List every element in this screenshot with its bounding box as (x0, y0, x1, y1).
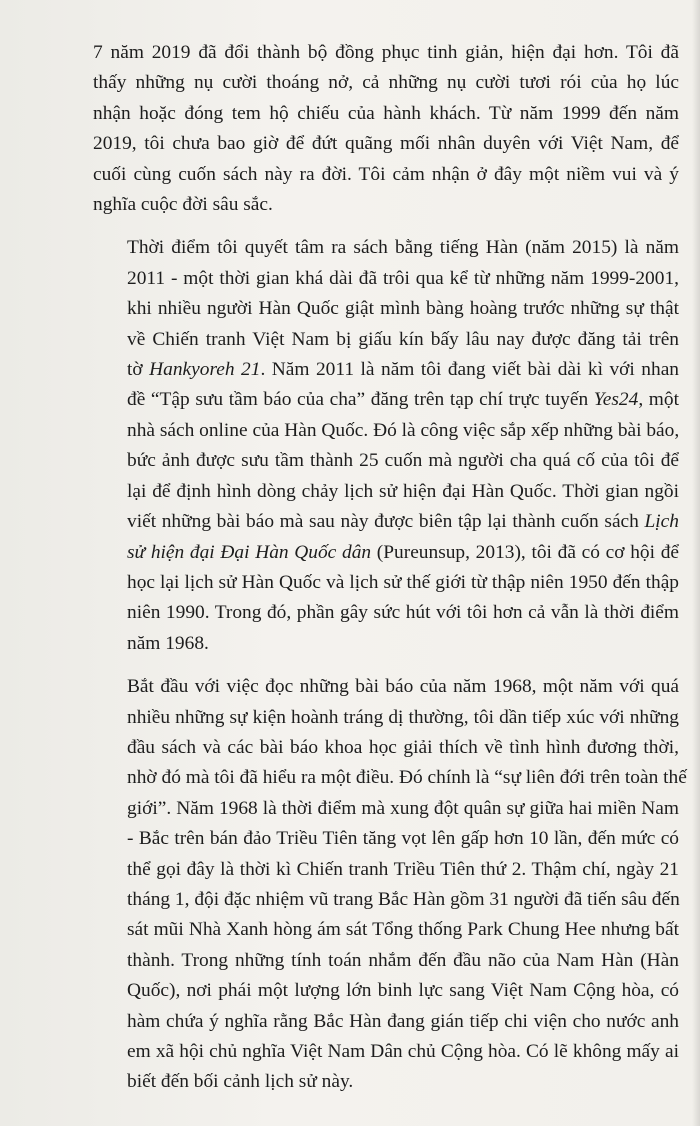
text-line (93, 763, 687, 793)
text-run: đề “Tập sưu tầm báo của cha” đăng trên tạp chí trực tuyến (127, 389, 594, 411)
text-run: nhà sách online của Hàn Quốc. Đó là công việc sắp xếp những bài báo, (127, 419, 680, 441)
text-run: năm 1968. (127, 632, 209, 654)
text-run: biết đến bối cảnh lịch sử này. (127, 1071, 354, 1093)
text-line (93, 733, 679, 763)
text-line (93, 507, 679, 537)
text-line (93, 538, 679, 568)
text-line (93, 794, 679, 824)
text-run: . Năm 2011 là năm tôi đang viết bài dài kì với nhan (260, 359, 679, 381)
text-line (93, 1037, 679, 1067)
text-run: thấy những nụ cười thoáng nở, cả những nụ cười tươi rói của họ lúc (93, 72, 679, 94)
text-line (93, 233, 679, 263)
text-run: bức ảnh được sưu tầm thành 25 cuốn mà người cha quá cố của tôi để (127, 450, 679, 472)
text-run: thành. Trong những tính toán nhắm đến đầu não của Nam Hàn (Hàn (127, 949, 679, 971)
text-run: về Chiến tranh Việt Nam bị giấu kín bấy lâu nay được đăng tải trên (127, 328, 679, 350)
text-run: nhờ đó mà tôi đã hiểu ra một điều. Đó chính là “sự liên đới trên toàn thế (127, 767, 687, 789)
text-run: Bắt đầu với việc đọc những bài báo của năm 1968, một năm với quá (127, 676, 679, 698)
text-line (93, 129, 679, 159)
text-run: 2011 - một thời gian khá dài đã trôi qua kể từ những năm 1999-2001, (127, 267, 679, 289)
text-run: hàm chứa ý nghĩa rằng Bắc Hàn đang gián tiếp chi viện cho nước anh (127, 1010, 679, 1032)
text-line (93, 824, 679, 854)
text-run: , một (638, 389, 679, 411)
text-line (93, 885, 679, 915)
text-line (93, 160, 679, 190)
body-text (93, 38, 687, 1098)
page-edge-shadow (692, 0, 700, 1126)
italic-title: Lịch (644, 511, 679, 533)
text-run: 2019, tôi chưa bao giờ để đứt quãng mối nhân duyên với Việt Nam, để (93, 133, 679, 155)
text-run: nhiều những sự kiện hoành tráng dị thường, tôi dần tiếp xúc với những (127, 706, 679, 728)
text-run: cuối cùng cuốn sách này ra đời. Tôi cảm nhận ở đây một niềm vui và ý (93, 163, 679, 185)
text-line (93, 915, 679, 945)
text-line (93, 1007, 679, 1037)
text-run: em xã hội chủ nghĩa Việt Nam Dân chủ Cộng hòa. Có lẽ không mấy ai (127, 1041, 679, 1062)
italic-title: Yes24 (593, 389, 639, 411)
text-run: lại để định hình dòng chảy lịch sử hiện đại Hàn Quốc. Thời gian ngồi (127, 480, 679, 502)
text-run: sát mũi Nhà Xanh hòng ám sát Tổng thống Park Chung Hee nhưng bất (127, 919, 679, 941)
text-run: nghĩa cuộc đời sâu sắc. (93, 194, 273, 216)
text-line (93, 294, 679, 324)
text-line (93, 416, 679, 446)
text-line (93, 703, 679, 733)
text-line (93, 855, 679, 885)
text-run: thể gọi đây là thời kì Chiến tranh Triều Tiên thứ 2. Thậm chí, ngày 21 (127, 858, 679, 880)
text-line (93, 68, 679, 98)
text-line (93, 976, 679, 1006)
italic-title: sử hiện đại Đại Hàn Quốc dân (127, 541, 372, 563)
text-run: giới”. Năm 1968 là thời điểm mà xung đột quân sự giữa hai miền Nam (127, 797, 679, 819)
text-run: - Bắc trên bán đảo Triều Tiên tăng vọt lên gấp hơn 10 lần, đến mức có (127, 828, 679, 850)
text-line (93, 325, 679, 355)
text-run: 7 năm 2019 đã đổi thành bộ đồng phục tinh giản, hiện đại hơn. Tôi đã (93, 42, 679, 63)
paragraph-3 (93, 672, 687, 1098)
text-line (93, 446, 679, 476)
text-line (93, 629, 679, 659)
text-line (93, 385, 679, 415)
paragraph-2 (93, 233, 679, 659)
text-run: đầu sách và các bài báo khoa học giải thích về tình hình đương thời, (127, 736, 679, 758)
text-line (93, 477, 679, 507)
text-line (93, 598, 679, 628)
text-run: (Pureunsup, 2013), tôi đã có cơ hội để (371, 541, 680, 563)
text-line (93, 672, 679, 702)
text-run: nhận hoặc đóng tem hộ chiếu của hành khách. Từ năm 1999 đến năm (93, 102, 679, 124)
text-line (93, 568, 679, 598)
text-line (93, 1067, 679, 1097)
italic-title: Hankyoreh 21 (149, 359, 261, 381)
text-line (93, 99, 679, 129)
text-run: viết những bài báo mà sau này được biên tập lại thành cuốn sách (127, 511, 645, 533)
text-line (93, 264, 679, 294)
text-run: Thời điểm tôi quyết tâm ra sách bằng tiếng Hàn (năm 2015) là năm (127, 237, 679, 259)
text-run: học lại lịch sử Hàn Quốc và lịch sử thế giới từ thập niên 1950 đến thập (127, 571, 679, 593)
text-line (93, 946, 679, 976)
text-run: tháng 1, đội đặc nhiệm vũ trang Bắc Hàn gồm 31 người đã tiến sâu đến (127, 888, 680, 910)
text-line (93, 38, 679, 68)
paragraph-1 (93, 38, 679, 220)
text-run: niên 1990. Trong đó, phần gây sức hút với tôi hơn cả vẫn là thời điểm (127, 602, 679, 624)
text-run: Quốc), nơi phái một lượng lớn binh lực sang Việt Nam Cộng hòa, có (127, 980, 679, 1002)
text-line (93, 190, 679, 220)
text-run: khi nhiều người Hàn Quốc giật mình bàng hoàng trước những sự thật (127, 298, 679, 320)
text-run: tờ (127, 359, 150, 381)
text-line (93, 355, 679, 385)
